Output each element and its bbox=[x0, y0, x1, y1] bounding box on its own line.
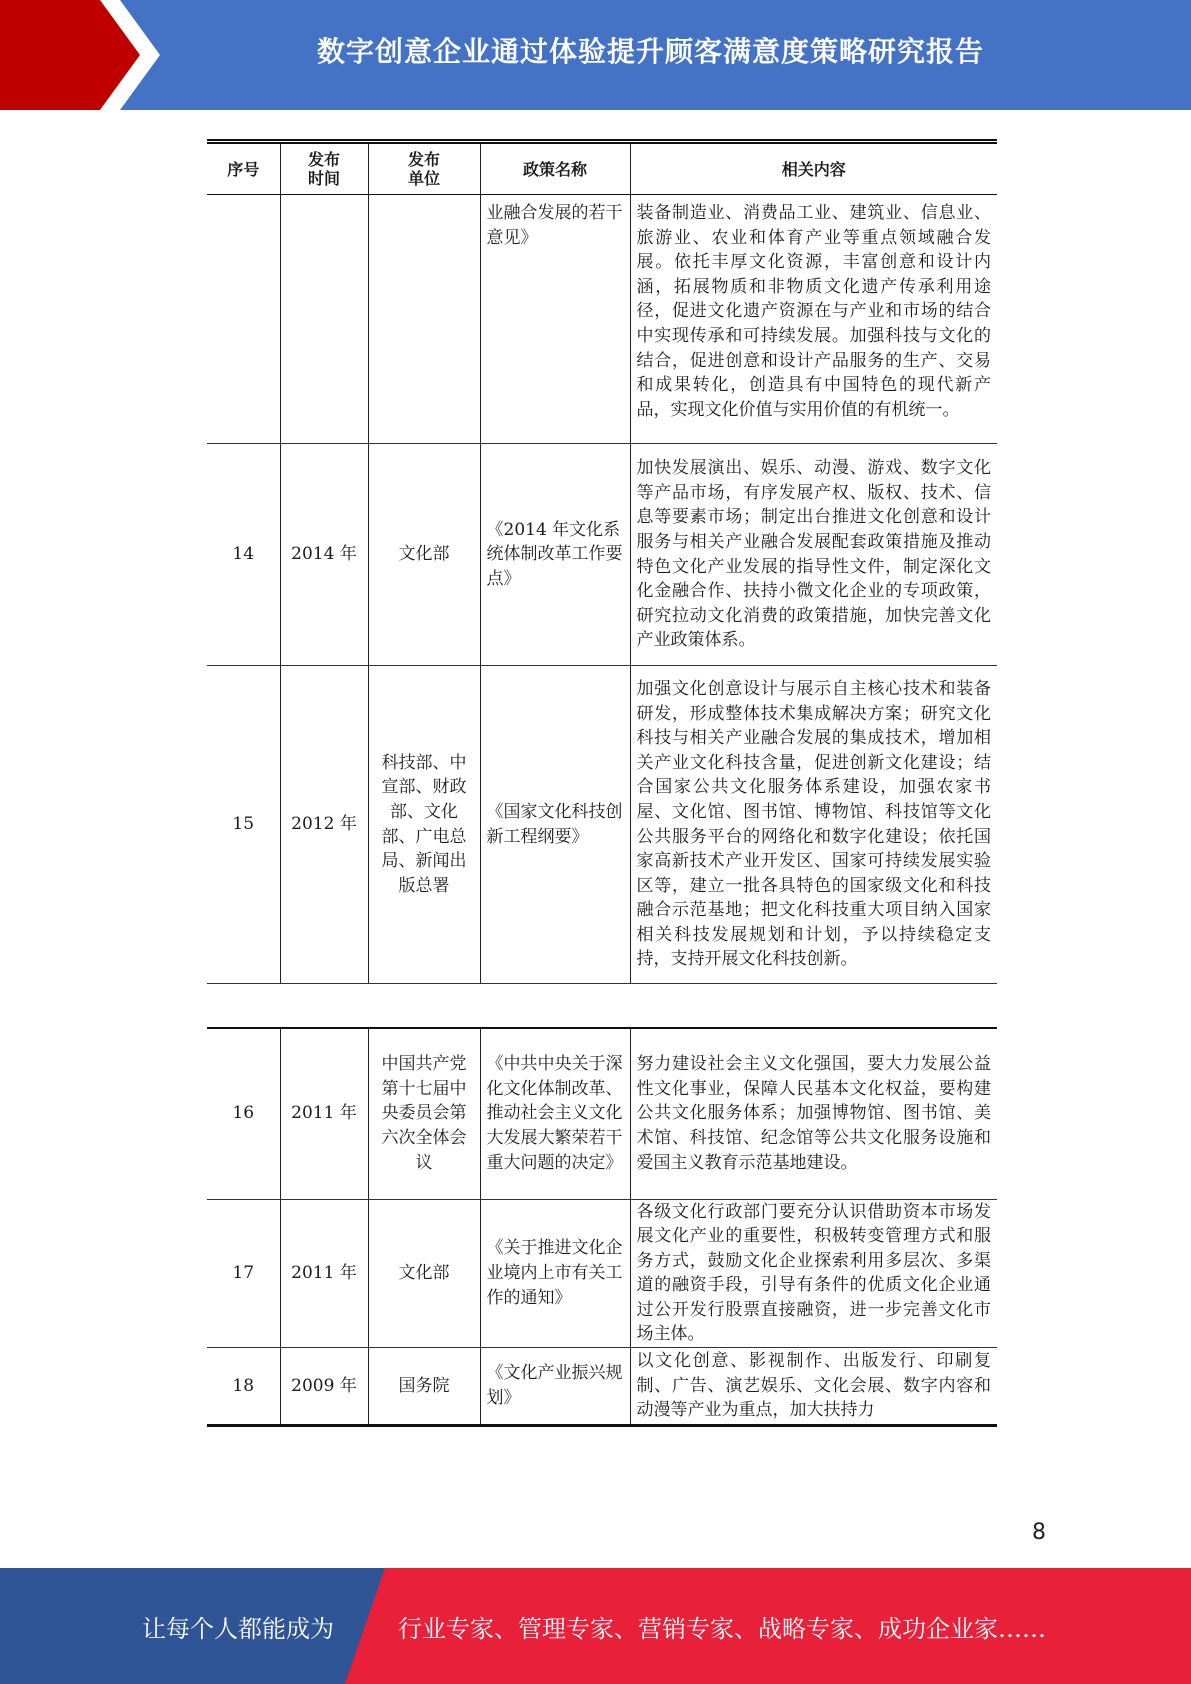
table-row bbox=[207, 444, 997, 666]
report-title: 数字创意企业通过体验提升顾客满意度策略研究报告 bbox=[316, 35, 984, 68]
cell-num: 18 bbox=[207, 1348, 280, 1426]
cell-num: 15 bbox=[207, 666, 280, 984]
header-num: 序号 bbox=[207, 142, 280, 195]
cell-unit: 文化部 bbox=[368, 444, 480, 666]
cell-policy-name: 《中共中央关于深化文化体制改革、推动社会主义文化大发展大繁荣若干重大问题的决定》 bbox=[480, 1028, 630, 1199]
cell-policy-name: 《文化产业振兴规划》 bbox=[480, 1348, 630, 1426]
cell-year: 2011 年 bbox=[280, 1199, 368, 1348]
cell-unit bbox=[368, 195, 480, 444]
cell-unit: 国务院 bbox=[368, 1348, 480, 1426]
table-row bbox=[207, 1028, 997, 1199]
header-time: 发布 时间 bbox=[280, 142, 368, 195]
header-banner bbox=[0, 0, 1191, 110]
cell-content: 各级文化行政部门要充分认识借助资本市场发展文化产业的重要性，积极转变管理方式和服务方式，鼓励文化企业探索利用多层次、多渠道的融资手段，引导有条件的优质文化企业通过公开发行股票直接融资，进一步完善文化市场主体。 bbox=[630, 1199, 997, 1348]
cell-num: 16 bbox=[207, 1028, 280, 1199]
table-row bbox=[207, 1348, 997, 1426]
cell-content: 加快发展演出、娱乐、动漫、游戏、数字文化等产品市场，有序发展产权、版权、技术、信息等要素市场；制定出台推进文化创意和设计服务与相关产业融合发展配套政策措施及推动特色文化产业发展的指导性文件，制定深化文化金融合作、扶持小微文化企业的专项政策，研究拉动文化消费的政策措施，加快完善文化产业政策体系。 bbox=[630, 444, 997, 666]
cell-content: 加强文化创意设计与展示自主核心技术和装备研发，形成整体技术集成解决方案；研究文化科技与相关产业融合发展的集成技术，增加相关产业文化科技含量，促进创新文化建设；结合国家公共文化服务体系建设，加强农家书屋、文化馆、图书馆、博物馆、科技馆等文化公共服务平台的网络化和数字化建设；依托国家高新技术产业开发区、国家可持续发展实验区等，建立一批各具特色的国家级文化和科技融合示范基地；把文化科技重大项目纳入国家相关科技发展规划和计划，予以持续稳定支持，支持开展文化科技创新。 bbox=[630, 666, 997, 984]
policy-table-part2 bbox=[207, 1027, 997, 1427]
footer-slogan-left: 让每个人都能成为 bbox=[142, 1614, 334, 1643]
header-arrow-decoration bbox=[0, 0, 160, 110]
table-row bbox=[207, 1199, 997, 1348]
cell-content: 装备制造业、消费品工业、建筑业、信息业、旅游业、农业和体育产业等重点领域融合发展。依托丰厚文化资源，丰富创意和设计内涵，拓展物质和非物质文化遗产传承利用途径，促进文化遗产资源在与产业和市场的结合中实现传承和可持续发展。加强科技与文化的结合，促进创意和设计产品服务的生产、交易和成果转化，创造具有中国特色的现代新产品，实现文化价值与实用价值的有机统一。 bbox=[630, 195, 997, 444]
header-name: 政策名称 bbox=[480, 142, 630, 195]
cell-year: 2011 年 bbox=[280, 1028, 368, 1199]
cell-year bbox=[280, 195, 368, 444]
cell-year: 2012 年 bbox=[280, 666, 368, 984]
cell-num: 17 bbox=[207, 1199, 280, 1348]
footer-banner bbox=[0, 1568, 1191, 1684]
cell-num: 14 bbox=[207, 444, 280, 666]
cell-policy-name: 业融合发展的若干意见》 bbox=[480, 195, 630, 444]
cell-policy-name: 《关于推进文化企业境内上市有关工作的通知》 bbox=[480, 1199, 630, 1348]
page-number: 8 bbox=[1032, 1520, 1046, 1545]
footer-slogan-right: 行业专家、管理专家、营销专家、战略专家、成功企业家…… bbox=[398, 1614, 1046, 1643]
table-row bbox=[207, 195, 997, 444]
header-content: 相关内容 bbox=[630, 142, 997, 195]
header-unit: 发布 单位 bbox=[368, 142, 480, 195]
cell-content: 以文化创意、影视制作、出版发行、印刷复制、广告、演艺娱乐、文化会展、数字内容和动漫等产业为重点，加大扶持力 bbox=[630, 1348, 997, 1426]
cell-policy-name: 《2014 年文化系统体制改革工作要点》 bbox=[480, 444, 630, 666]
cell-content: 努力建设社会主义文化强国，要大力发展公益性文化事业，保障人民基本文化权益，要构建公共文化服务体系；加强博物馆、图书馆、美术馆、科技馆、纪念馆等公共文化服务设施和爱国主义教育示范基地建设。 bbox=[630, 1028, 997, 1199]
cell-unit: 科技部、中宣部、财政部、文化部、广电总局、新闻出版总署 bbox=[368, 666, 480, 984]
cell-policy-name: 《国家文化科技创新工程纲要》 bbox=[480, 666, 630, 984]
cell-unit: 中国共产党第十七届中央委员会第六次全体会议 bbox=[368, 1028, 480, 1199]
table-header-row bbox=[207, 142, 997, 195]
policy-table-part1 bbox=[207, 139, 997, 984]
cell-unit: 文化部 bbox=[368, 1199, 480, 1348]
cell-year: 2014 年 bbox=[280, 444, 368, 666]
cell-year: 2009 年 bbox=[280, 1348, 368, 1426]
cell-num bbox=[207, 195, 280, 444]
table-row bbox=[207, 666, 997, 984]
